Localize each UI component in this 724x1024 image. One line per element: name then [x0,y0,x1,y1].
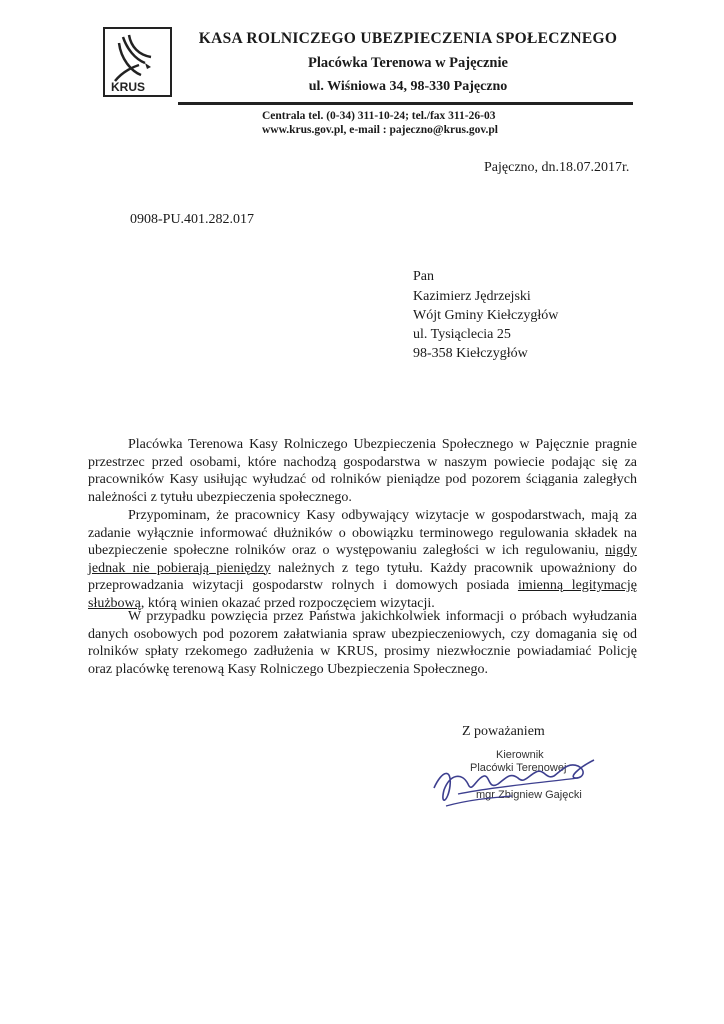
contact-phone: Centrala tel. (0-34) 311-10-24; tel./fax 311-26-03 [262,110,496,122]
branch-address: ul. Wiśniowa 34, 98-330 Pajęczno [308,79,508,94]
paragraph-text: W przypadku powzięcia przez Państwa jakichkolwiek informacji o próbach wyłudzania danych osobowych pod pozorem załatwiania spraw ubezpieczeniowych, czy domagania się od rolników spłaty rzekomego zadłużenia w KRUS, prosimy niezwłocznie powiadamiać Policję oraz placówkę terenową Kasy Rolniczego Ubezpieczenia Społecznego. [88,609,637,677]
reference-number: 0908-PU.401.282.017 [130,212,255,227]
place-date: Pajęczno, dn.18.07.2017r. [484,160,630,175]
stamp-name: mgr Zbigniew Gajęcki [476,789,582,801]
paragraph-segment: , którą winien okazać przed rozpoczęciem wizytacji. [140,595,435,611]
stamp-unit: Placówki Terenowej [470,762,567,774]
body-paragraph-2 [88,507,637,612]
contact-web: www.krus.gov.pl, e-mail : pajeczno@krus.gov.pl [262,124,498,136]
recipient-salutation: Pan [413,269,434,284]
underlined-warning: nigdy jednak nie pobierają pieniędzy [88,543,637,576]
org-name: KASA ROLNICZEGO UBEZPIECZENIA SPOŁECZNEGO [198,30,618,47]
paragraph-segment: Przypominam, że pracownicy Kasy odbywający wizytacje w gospodarstwach, mają za zadanie wyłącznie informować dłużników o obowiązku terminowego regulowania składek na ubezpieczenie społeczne rolników oraz o występowaniu zaległości w ich regulowaniu, [88,508,637,558]
stamp-role: Kierownik [496,749,544,761]
recipient-street: ul. Tysiąclecia 25 [413,327,511,342]
body-paragraph-1 [88,436,637,506]
recipient-title: Wójt Gminy Kiełczygłów [413,308,559,323]
paragraph-segment: należnych z tego tytułu. Każdy pracownik upoważniony do przeprowadzania wizytacji gospodarstw rolnych i domowych posiada [88,560,637,593]
recipient-city: 98-358 Kiełczygłów [413,346,528,361]
krus-logo [103,27,172,97]
recipient-name: Kazimierz Jędrzejski [413,289,531,304]
underlined-id-card: imienną legitymację służbową [88,578,637,611]
paragraph-text: Placówka Terenowa Kasy Rolniczego Ubezpieczenia Społecznego w Pajęcznie pragnie przestrzec przed osobami, które nachodzą gospodarstwa w naszym powiecie podając się za pracowników Kasy usiłując wyłudzać od rolników pieniądze pod pozorem ściągania zaległych należności z tytułu ubezpieczenia społecznego. [88,437,637,505]
closing-phrase: Z poważaniem [462,724,545,739]
body-paragraph-3 [88,608,637,678]
branch-name: Placówka Terenowa w Pajęcznie [308,55,508,71]
letterhead-divider [178,102,633,105]
paragraph-text [88,507,637,612]
logo-text: KRUS [111,80,146,94]
handwritten-signature [428,748,603,823]
